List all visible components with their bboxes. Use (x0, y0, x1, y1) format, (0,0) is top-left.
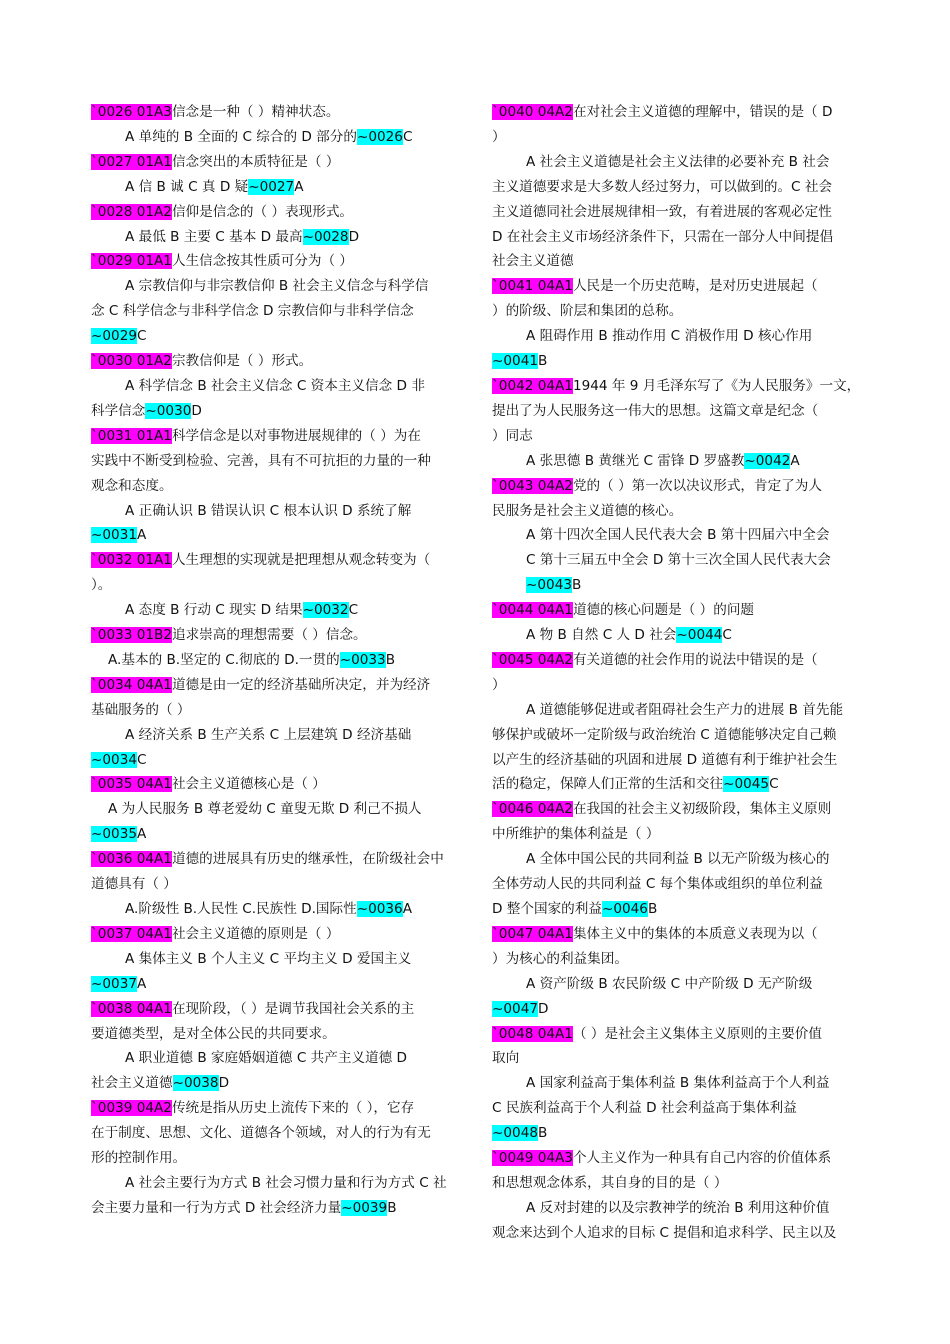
right-column (492, 100, 861, 1246)
question-line (91, 1121, 460, 1146)
question-text: 社会主义道德 (91, 1075, 173, 1092)
answer-marker: ~0026 (356, 128, 403, 145)
answer-letter: A (294, 178, 304, 195)
question-text: 社会主义道德核心是（ ） (171, 776, 326, 793)
question-block (492, 797, 861, 922)
question-line (492, 673, 861, 698)
question-line (492, 125, 861, 150)
question-line (91, 374, 460, 399)
question-line (492, 847, 861, 872)
question-line (91, 748, 460, 773)
question-id-tag: `0047 04A1 (492, 925, 573, 942)
question-block (91, 249, 460, 349)
question-line (91, 723, 460, 748)
question-line (492, 573, 861, 598)
question-text: 在对社会主义道德的理解中，错误的是（ D (572, 104, 833, 120)
question-line (91, 200, 460, 225)
answer-marker: ~0039 (341, 1199, 388, 1216)
question-line (492, 1121, 861, 1146)
question-text: 在于制度、思想、文化、道德各个领域，对人的行为有无 (91, 1125, 431, 1142)
question-text: 观念和态度。 (91, 477, 173, 494)
question-text: 全体劳动人民的共同利益 C 每个集体或组织的单位利益 (492, 876, 823, 893)
question-text: 在我国的社会主义初级阶段，集体主义原则 (572, 801, 832, 818)
question-line (492, 1171, 861, 1196)
question-text: A 张思德 B 黄继光 C 雷锋 D 罗盛教 (526, 452, 745, 469)
question-line (492, 499, 861, 524)
question-text: 科学信念 (91, 402, 146, 419)
answer-marker: ~0035 (91, 826, 137, 843)
question-text: ）同志 (492, 427, 533, 444)
question-text: 道德具有（ ） (91, 876, 177, 893)
question-line (492, 374, 861, 399)
question-text: A.阶级性 B.人民性 C.民族性 D.国际性 (125, 901, 357, 917)
question-text: 人生理想的实现就是把理想从观念转变为（ (171, 552, 431, 569)
question-block (492, 922, 861, 1022)
question-text: 和思想观念体系，其自身的目的是（ ） (492, 1174, 728, 1191)
question-line (91, 399, 460, 424)
question-line (492, 100, 861, 125)
question-line (492, 723, 861, 748)
question-line (91, 474, 460, 499)
answer-marker: ~0036 (356, 901, 403, 917)
question-text: 人生信念按其性质可分为（ ） (171, 253, 354, 270)
question-text: A 社会主义道德是社会主义法律的必要补充 B 社会 (526, 153, 830, 170)
question-id-tag: `0043 04A2 (492, 477, 573, 494)
question-text: 道德的核心问题是（ ）的问题 (572, 602, 755, 619)
question-block (91, 349, 460, 424)
answer-marker: ~0033 (339, 651, 386, 668)
question-block (91, 847, 460, 922)
answer-letter: B (385, 651, 396, 668)
question-text: 宗教信仰是（ ）形式。 (171, 353, 313, 370)
question-block (91, 100, 460, 150)
question-line (492, 1022, 861, 1047)
question-line (91, 847, 460, 872)
question-text: D 整个国家的利益 (492, 901, 602, 917)
question-text: A 第十四次全国人民代表大会 B 第十四届六中全会 (526, 527, 830, 544)
question-line (91, 972, 460, 997)
question-line (492, 1071, 861, 1096)
question-text: ） (492, 676, 506, 693)
question-line (91, 1022, 460, 1047)
question-text: 主义道德同社会进展规律相一致，有着进展的客观必定性 (492, 203, 832, 220)
question-line (492, 523, 861, 548)
question-line (492, 200, 861, 225)
question-line (91, 872, 460, 897)
question-line (492, 274, 861, 299)
question-line (492, 897, 861, 922)
answer-marker: ~0029 (91, 328, 137, 345)
question-text: 会主要力量和一行为方式 D 社会经济力量 (91, 1199, 342, 1216)
question-line (91, 673, 460, 698)
answer-marker: ~0044 (676, 627, 723, 644)
answer-letter: A (137, 975, 147, 992)
question-line (91, 449, 460, 474)
question-text: 够保护或破坏一定阶级与政治统治 C 道德能够决定自己赖 (492, 726, 837, 743)
answer-marker: ~0037 (91, 975, 137, 992)
answer-letter: A (402, 901, 413, 917)
question-line (91, 822, 460, 847)
question-text: A 反对封建的以及宗教神学的统治 B 利用这种价值 (526, 1199, 830, 1216)
question-line (91, 698, 460, 723)
question-line (91, 997, 460, 1022)
question-text: 主义道德要求是大多数人经过努力，可以做到的。C 社会 (492, 178, 833, 195)
answer-letter: C (402, 128, 413, 145)
question-id-tag: `0029 01A1 (91, 253, 172, 270)
question-block (91, 548, 460, 623)
question-id-tag: `0028 01A2 (91, 203, 172, 220)
question-line (91, 797, 460, 822)
question-line (91, 922, 460, 947)
question-text: 社会主义道德 (492, 253, 574, 270)
question-line (492, 922, 861, 947)
answer-marker: ~0038 (172, 1075, 219, 1092)
answer-marker: ~0031 (91, 527, 137, 544)
question-text: A 道德能够促进或者阻碍社会生产力的进展 B 首先能 (526, 701, 844, 718)
question-line (91, 499, 460, 524)
question-line (91, 100, 460, 125)
question-line (91, 598, 460, 623)
question-text: ）为核心的利益集团。 (492, 950, 628, 967)
question-text: 提出了为人民服务这一伟大的思想。这篇文章是纪念（ (492, 402, 819, 419)
question-text: 基础服务的（ ） (91, 701, 191, 718)
question-text: 信仰是信念的（ ）表现形式。 (171, 203, 354, 220)
question-text: C 第十三届五中全会 D 第十三次全国人民代表大会 (526, 552, 831, 569)
answer-letter: A (137, 826, 147, 843)
question-id-tag: `0042 04A1 (492, 377, 573, 394)
question-text: 念 C 科学信念与非科学信念 D 宗教信仰与非科学信念 (91, 303, 414, 320)
answer-letter: A (137, 527, 147, 544)
question-text: 党的（ ）第一次以决议形式，肯定了为人 (572, 477, 822, 494)
question-text: A 集体主义 B 个人主义 C 平均主义 D 爱国主义 (125, 950, 412, 967)
question-block (492, 598, 861, 648)
question-id-tag: `0038 04A1 (91, 1000, 172, 1017)
question-line (492, 324, 861, 349)
question-text: A 科学信念 B 社会主义信念 C 资本主义信念 D 非 (125, 377, 425, 394)
answer-letter: D (538, 1000, 549, 1017)
question-line (91, 548, 460, 573)
question-text: 取向 (492, 1050, 520, 1067)
question-text: ）。 (91, 577, 112, 594)
answer-marker: ~0046 (601, 901, 648, 917)
question-line (91, 1196, 460, 1221)
question-text: 信念突出的本质特征是（ ） (171, 153, 340, 170)
question-text: ）的阶级、阶层和集团的总称。 (492, 303, 683, 320)
question-line (91, 1096, 460, 1121)
question-text: 传统是指从历史上流传下来的（ ），它存 (171, 1100, 415, 1117)
question-line (91, 623, 460, 648)
question-line (91, 125, 460, 150)
question-line (492, 772, 861, 797)
question-block (492, 1146, 861, 1246)
question-line (91, 1146, 460, 1171)
answer-marker: ~0043 (526, 577, 572, 594)
question-line (492, 349, 861, 374)
question-line (91, 897, 460, 922)
answer-letter: C (722, 627, 732, 644)
question-text: 社会主义道德的原则是（ ） (171, 925, 340, 942)
question-id-tag: `0037 04A1 (91, 925, 172, 942)
answer-letter: B (538, 1125, 548, 1142)
question-text: 个人主义作为一种具有自己内容的价值体系 (572, 1150, 832, 1167)
question-text: A 最低 B 主要 C 基本 D 最高 (125, 228, 303, 245)
question-line (492, 972, 861, 997)
question-line (492, 548, 861, 573)
question-text: 1944 年 9 月毛泽东写了《为人民服务》一文， (572, 377, 861, 394)
question-text: 科学信念是以对事物进展规律的（ ）为在 (171, 427, 421, 444)
question-line (91, 947, 460, 972)
question-text: 在现阶段，（ ）是调节我国社会关系的主 (171, 1000, 415, 1017)
question-line (492, 748, 861, 773)
question-id-tag: `0026 01A3 (91, 104, 172, 120)
question-id-tag: `0031 01A1 (91, 427, 172, 444)
question-id-tag: `0049 04A3 (492, 1150, 573, 1167)
question-line (492, 1146, 861, 1171)
question-line (91, 1171, 460, 1196)
question-line (492, 648, 861, 673)
question-id-tag: `0045 04A2 (492, 651, 573, 668)
question-text: A 国家利益高于集体利益 B 集体利益高于个人利益 (526, 1075, 830, 1092)
question-block (91, 997, 460, 1097)
question-id-tag: `0040 04A2 (492, 104, 573, 120)
question-text: 有关道德的社会作用的说法中错误的是（ (572, 651, 818, 668)
question-line (91, 573, 460, 598)
question-line (492, 249, 861, 274)
question-id-tag: `0048 04A1 (492, 1025, 573, 1042)
answer-marker: ~0045 (723, 776, 770, 793)
question-line (492, 947, 861, 972)
question-text: C 民族利益高于个人利益 D 社会利益高于集体利益 (492, 1100, 797, 1117)
question-text: A 宗教信仰与非宗教信仰 B 社会主义信念与科学信 (125, 278, 429, 295)
answer-marker: ~0048 (492, 1125, 538, 1142)
question-block (91, 922, 460, 997)
question-line (492, 150, 861, 175)
question-id-tag: `0034 04A1 (91, 676, 172, 693)
question-text: A 正确认识 B 错误认识 C 根本认识 D 系统了解 (125, 502, 412, 519)
question-text: ） (492, 128, 506, 145)
question-text: A 态度 B 行动 C 现实 D 结果 (125, 602, 303, 619)
question-line (492, 872, 861, 897)
question-line (91, 772, 460, 797)
question-text: A 资产阶级 B 农民阶级 C 中产阶级 D 无产阶级 (526, 975, 813, 992)
question-line (492, 399, 861, 424)
answer-letter: C (348, 602, 359, 619)
question-text: A 经济关系 B 生产关系 C 上层建筑 D 经济基础 (125, 726, 412, 743)
question-id-tag: `0035 04A1 (91, 776, 172, 793)
question-line (492, 1096, 861, 1121)
question-block (492, 100, 861, 274)
question-text: 信念是一种（ ）精神状态。 (171, 104, 340, 120)
question-line (91, 1071, 460, 1096)
question-text: A.基本的 B.坚定的 C.彻底的 D.一贯的 (108, 651, 340, 668)
question-text: A 为人民服务 B 尊老爱幼 C 童叟无欺 D 利己不损人 (108, 801, 422, 818)
answer-marker: ~0032 (302, 602, 349, 619)
question-text: 道德是由一定的经济基础所决定，并为经济 (171, 676, 431, 693)
question-line (91, 523, 460, 548)
answer-letter: B (647, 901, 658, 917)
question-text: 集体主义中的集体的本质意义表现为以（ (572, 925, 818, 942)
question-text: 民服务是社会主义道德的核心。 (492, 502, 683, 519)
question-line (91, 324, 460, 349)
question-block (91, 1096, 460, 1221)
question-id-tag: `0039 04A2 (91, 1100, 172, 1117)
question-text: 道德的进展具有历史的继承性，在阶级社会中 (171, 851, 444, 868)
question-id-tag: `0044 04A1 (492, 602, 573, 619)
answer-marker: ~0030 (145, 402, 192, 419)
question-text: A 物 B 自然 C 人 D 社会 (526, 627, 677, 644)
question-text: 人民是一个历史范畴，是对历史进展起（ (572, 278, 818, 295)
answer-letter: B (572, 577, 582, 594)
question-id-tag: `0041 04A1 (492, 278, 573, 295)
answer-marker: ~0034 (91, 751, 137, 768)
question-line (492, 1046, 861, 1071)
question-block (91, 200, 460, 250)
question-line (492, 797, 861, 822)
question-line (492, 698, 861, 723)
answer-letter: B (387, 1199, 397, 1216)
question-line (492, 1221, 861, 1246)
question-text: 形的控制作用。 (91, 1150, 187, 1167)
question-block (91, 673, 460, 773)
question-line (91, 175, 460, 200)
question-line (492, 175, 861, 200)
question-line (492, 225, 861, 250)
left-column (91, 100, 460, 1221)
answer-marker: ~0027 (248, 178, 295, 195)
question-line (91, 299, 460, 324)
answer-marker: ~0042 (744, 452, 791, 469)
question-line (91, 648, 460, 673)
question-text: A 社会主要行为方式 B 社会习惯力量和行为方式 C 社 (125, 1174, 447, 1191)
question-line (492, 822, 861, 847)
question-line (91, 150, 460, 175)
answer-marker: ~0047 (492, 1000, 538, 1017)
question-text: 活的稳定，保障人们正常的生活和交往 (492, 776, 724, 793)
question-id-tag: `0033 01B2 (91, 627, 172, 644)
question-line (91, 349, 460, 374)
question-block (492, 1022, 861, 1147)
question-text: A 单纯的 B 全面的 C 综合的 D 部分的 (125, 128, 357, 145)
question-line (492, 1196, 861, 1221)
question-text: A 阻碍作用 B 推动作用 C 消极作用 D 核心作用 (526, 328, 813, 345)
answer-letter: C (137, 751, 147, 768)
question-block (91, 772, 460, 847)
question-line (492, 449, 861, 474)
question-text: 中所维护的集体利益是（ ） (492, 826, 660, 843)
question-text: A 职业道德 B 家庭婚姻道德 C 共产主义道德 D (125, 1050, 408, 1067)
question-id-tag: `0032 01A1 (91, 552, 172, 569)
answer-marker: ~0028 (302, 228, 349, 245)
question-line (492, 623, 861, 648)
question-line (492, 474, 861, 499)
question-line (91, 249, 460, 274)
answer-letter: D (191, 402, 202, 419)
question-id-tag: `0046 04A2 (492, 801, 573, 818)
question-text: （ ）是社会主义集体主义原则的主要价值 (572, 1025, 822, 1042)
question-text: 观念来达到个人追求的目标 C 提倡和追求科学、民主以及 (492, 1224, 837, 1241)
answer-letter: B (538, 353, 548, 370)
question-text: 要道德类型，是对全体公民的共同要求。 (91, 1025, 336, 1042)
question-line (492, 997, 861, 1022)
question-block (492, 474, 861, 599)
question-line (91, 225, 460, 250)
answer-letter: A (790, 452, 800, 469)
question-text: 追求崇高的理想需要（ ）信念。 (172, 627, 367, 644)
question-text: A 全体中国公民的共同利益 B 以无产阶级为核心的 (526, 851, 830, 868)
question-text: A 信 B 诚 C 真 D 疑 (125, 178, 249, 195)
question-line (492, 424, 861, 449)
question-block (91, 150, 460, 200)
question-line (492, 598, 861, 623)
question-text: D 在社会主义市场经济条件下，只需在一部分人中间提倡 (492, 228, 834, 245)
question-block (91, 424, 460, 549)
question-id-tag: `0027 01A1 (91, 153, 172, 170)
answer-marker: ~0041 (492, 353, 538, 370)
answer-letter: C (137, 328, 147, 345)
question-line (91, 1046, 460, 1071)
answer-letter: C (769, 776, 779, 793)
question-text: 以产生的经济基础的巩固和进展 D 道德有利于维护社会生 (492, 751, 838, 768)
question-block (91, 623, 460, 673)
question-id-tag: `0036 04A1 (91, 851, 172, 868)
answer-letter: D (348, 228, 360, 245)
answer-letter: D (218, 1075, 230, 1092)
question-block (492, 374, 861, 474)
question-line (91, 424, 460, 449)
question-text: 实践中不断受到检验、完善，具有不可抗拒的力量的一种 (91, 452, 431, 469)
question-block (492, 648, 861, 797)
question-line (91, 274, 460, 299)
question-id-tag: `0030 01A2 (91, 353, 172, 370)
question-block (492, 274, 861, 374)
question-line (492, 299, 861, 324)
